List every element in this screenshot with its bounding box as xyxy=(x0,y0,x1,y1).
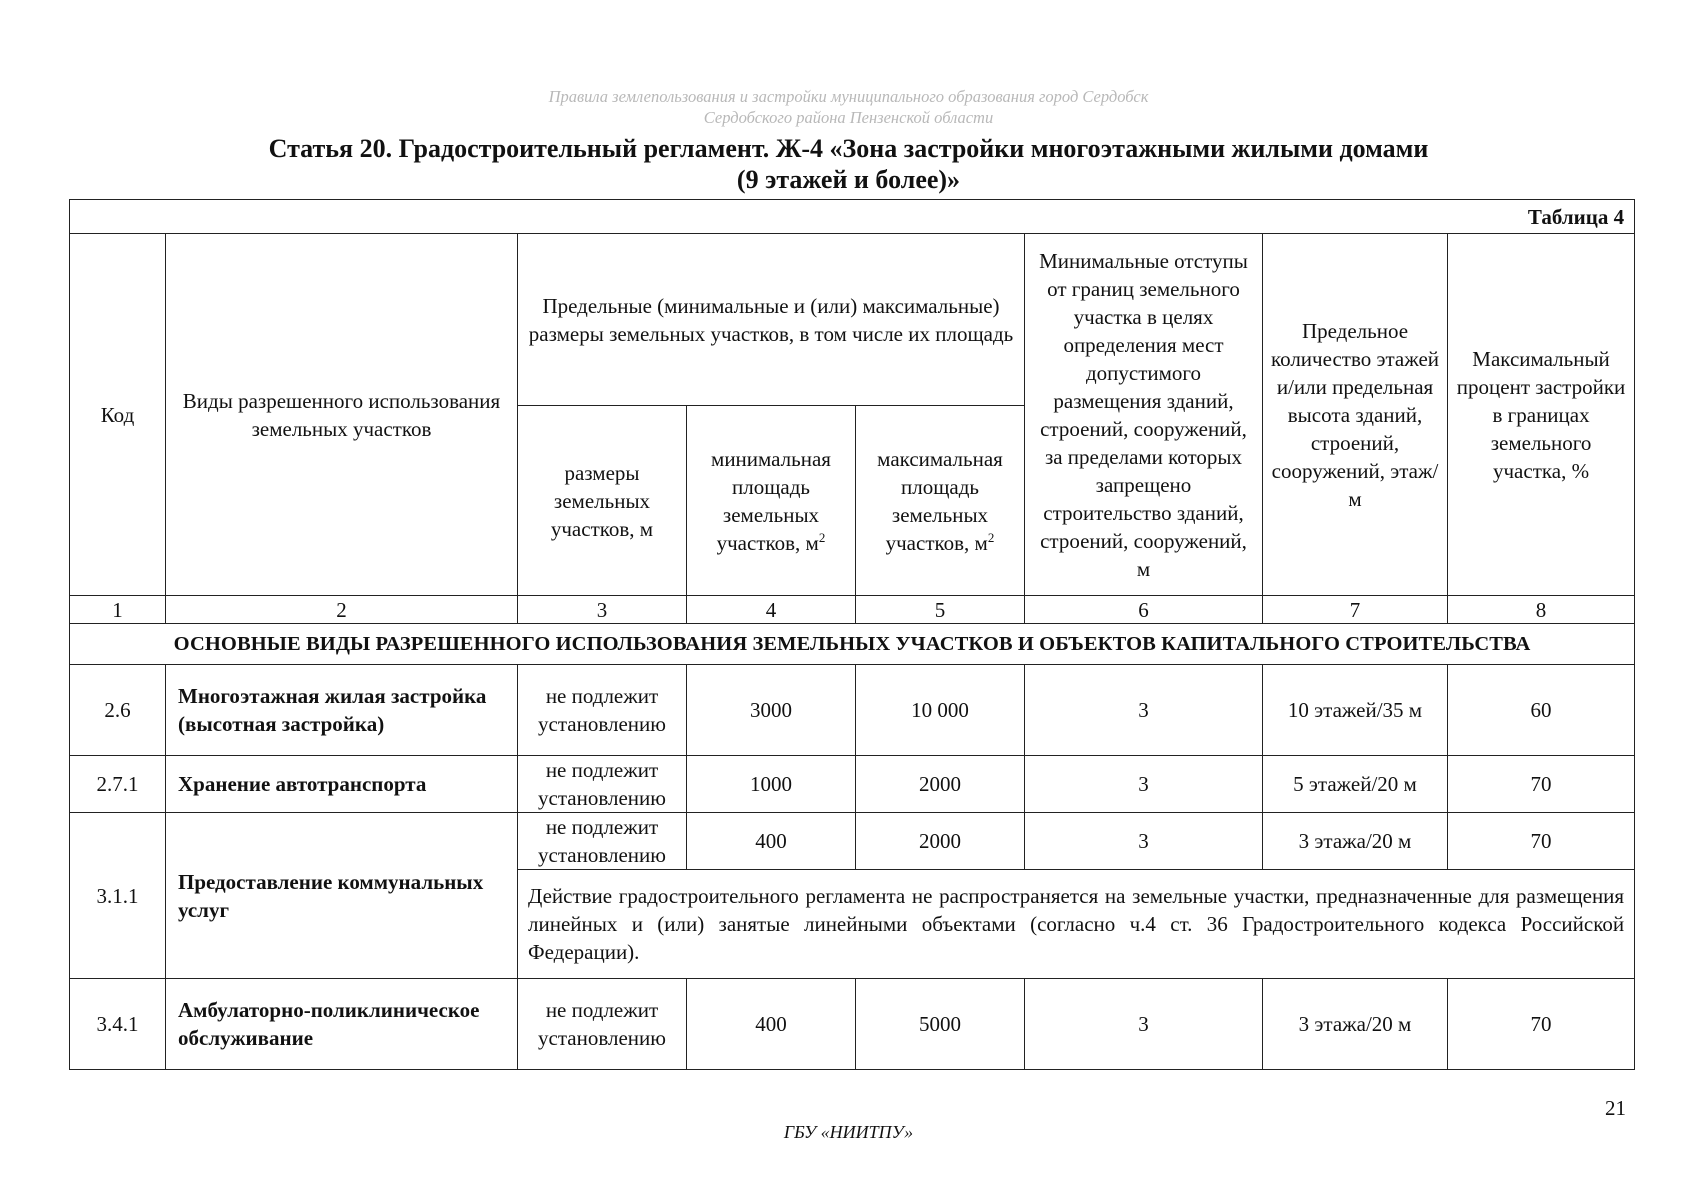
table-row xyxy=(70,756,1635,813)
header-max-area-sup: 2 xyxy=(987,529,995,545)
cell-max-area: 5000 xyxy=(856,979,1025,1070)
cell-use-name: Хранение автотранспорта xyxy=(166,756,518,813)
table-row xyxy=(70,665,1635,756)
cell-note: Действие градостроительного регламента не распространяется на земельные участки, предназначенные для размещения линейных и (или) занятые линейными объектами (согласно ч.4 ст. 36 Градостроительного кодекса Российской Федерации). xyxy=(518,870,1635,979)
header-row xyxy=(70,234,1635,406)
cell-max-area: 2000 xyxy=(856,756,1025,813)
cell-min-area: 3000 xyxy=(687,665,856,756)
column-number: 1 xyxy=(70,596,166,624)
article-title xyxy=(0,133,1697,195)
column-number: 2 xyxy=(166,596,518,624)
header-code: Код xyxy=(70,234,166,596)
header-plot-sizes-group: Предельные (минимальные и (или) максимальные) размеры земельных участков, в том числе их площадь xyxy=(518,234,1025,406)
cell-coverage: 70 xyxy=(1448,813,1635,870)
cell-min-area: 400 xyxy=(687,813,856,870)
cell-setback: 3 xyxy=(1025,813,1263,870)
cell-max-area: 10 000 xyxy=(856,665,1025,756)
article-title-line-2: (9 этажей и более)» xyxy=(736,165,961,194)
regulation-table xyxy=(69,199,1635,1070)
header-min-area-sup: 2 xyxy=(818,529,826,545)
cell-floors: 5 этажей/20 м xyxy=(1263,756,1448,813)
cell-coverage: 70 xyxy=(1448,756,1635,813)
cell-max-area: 2000 xyxy=(856,813,1025,870)
table-caption-row xyxy=(70,200,1635,234)
cell-code: 2.7.1 xyxy=(70,756,166,813)
cell-coverage: 70 xyxy=(1448,979,1635,1070)
cell-size: не подлежит установлению xyxy=(518,979,687,1070)
article-title-line-1: Статья 20. Градостроительный регламент. Ж-4 «Зона застройки многоэтажными жилыми домами xyxy=(268,134,1429,163)
cell-size: не подлежит установлению xyxy=(518,813,687,870)
footer: ГБУ «НИИТПУ» xyxy=(783,1122,914,1142)
cell-min-area: 400 xyxy=(687,979,856,1070)
cell-code: 3.4.1 xyxy=(70,979,166,1070)
header-setbacks: Минимальные отступы от границ земельного участка в целях определения мест допустимого размещения зданий, строений, сооружений, за пределами которых запрещено строительство зданий, строений, сооружений, м xyxy=(1025,234,1263,596)
cell-floors: 3 этажа/20 м xyxy=(1263,979,1448,1070)
cell-floors: 10 этажей/35 м xyxy=(1263,665,1448,756)
cell-use-name: Амбулаторно-поликлиническое обслуживание xyxy=(166,979,518,1070)
header-min-area xyxy=(687,406,856,596)
cell-setback: 3 xyxy=(1025,756,1263,813)
header-use-types: Виды разрешенного использования земельных участков xyxy=(166,234,518,596)
cell-floors: 3 этажа/20 м xyxy=(1263,813,1448,870)
cell-coverage: 60 xyxy=(1448,665,1635,756)
section-row xyxy=(70,624,1635,665)
running-head xyxy=(0,86,1697,128)
table-caption: Таблица 4 xyxy=(70,200,1635,234)
column-number-row xyxy=(70,596,1635,624)
table-row xyxy=(70,979,1635,1070)
table-row xyxy=(70,813,1635,870)
column-number: 7 xyxy=(1263,596,1448,624)
section-title: ОСНОВНЫЕ ВИДЫ РАЗРЕШЕННОГО ИСПОЛЬЗОВАНИЯ ЗЕМЕЛЬНЫХ УЧАСТКОВ И ОБЪЕКТОВ КАПИТАЛЬНОГО СТРОИТЕЛЬСТВА xyxy=(70,624,1635,665)
header-floors: Предельное количество этажей и/или предельная высота зданий, строений, сооружений, этаж/м xyxy=(1263,234,1448,596)
column-number: 6 xyxy=(1025,596,1263,624)
column-number: 4 xyxy=(687,596,856,624)
cell-size: не подлежит установлению xyxy=(518,665,687,756)
header-plot-sizes: размеры земельных участков, м xyxy=(518,406,687,596)
header-max-area-text: максимальная площадь земельных участков, м xyxy=(877,446,1003,555)
column-number: 3 xyxy=(518,596,687,624)
cell-setback: 3 xyxy=(1025,979,1263,1070)
cell-setback: 3 xyxy=(1025,665,1263,756)
cell-code: 2.6 xyxy=(70,665,166,756)
header-coverage: Максимальный процент застройки в границах земельного участка, % xyxy=(1448,234,1635,596)
cell-code: 3.1.1 xyxy=(70,813,166,979)
header-min-area-text: минимальная площадь земельных участков, м xyxy=(711,446,831,555)
cell-use-name: Многоэтажная жилая застройка (высотная застройка) xyxy=(166,665,518,756)
column-number: 5 xyxy=(856,596,1025,624)
cell-min-area: 1000 xyxy=(687,756,856,813)
column-number: 8 xyxy=(1448,596,1635,624)
header-max-area xyxy=(856,406,1025,596)
cell-use-name: Предоставление коммунальных услуг xyxy=(166,813,518,979)
page-number: 21 xyxy=(1605,1096,1626,1120)
running-head-line-1: Правила землепользования и застройки муниципального образования город Сердобск xyxy=(548,87,1149,106)
cell-size: не подлежит установлению xyxy=(518,756,687,813)
running-head-line-2: Сердобского района Пензенской области xyxy=(703,108,994,127)
